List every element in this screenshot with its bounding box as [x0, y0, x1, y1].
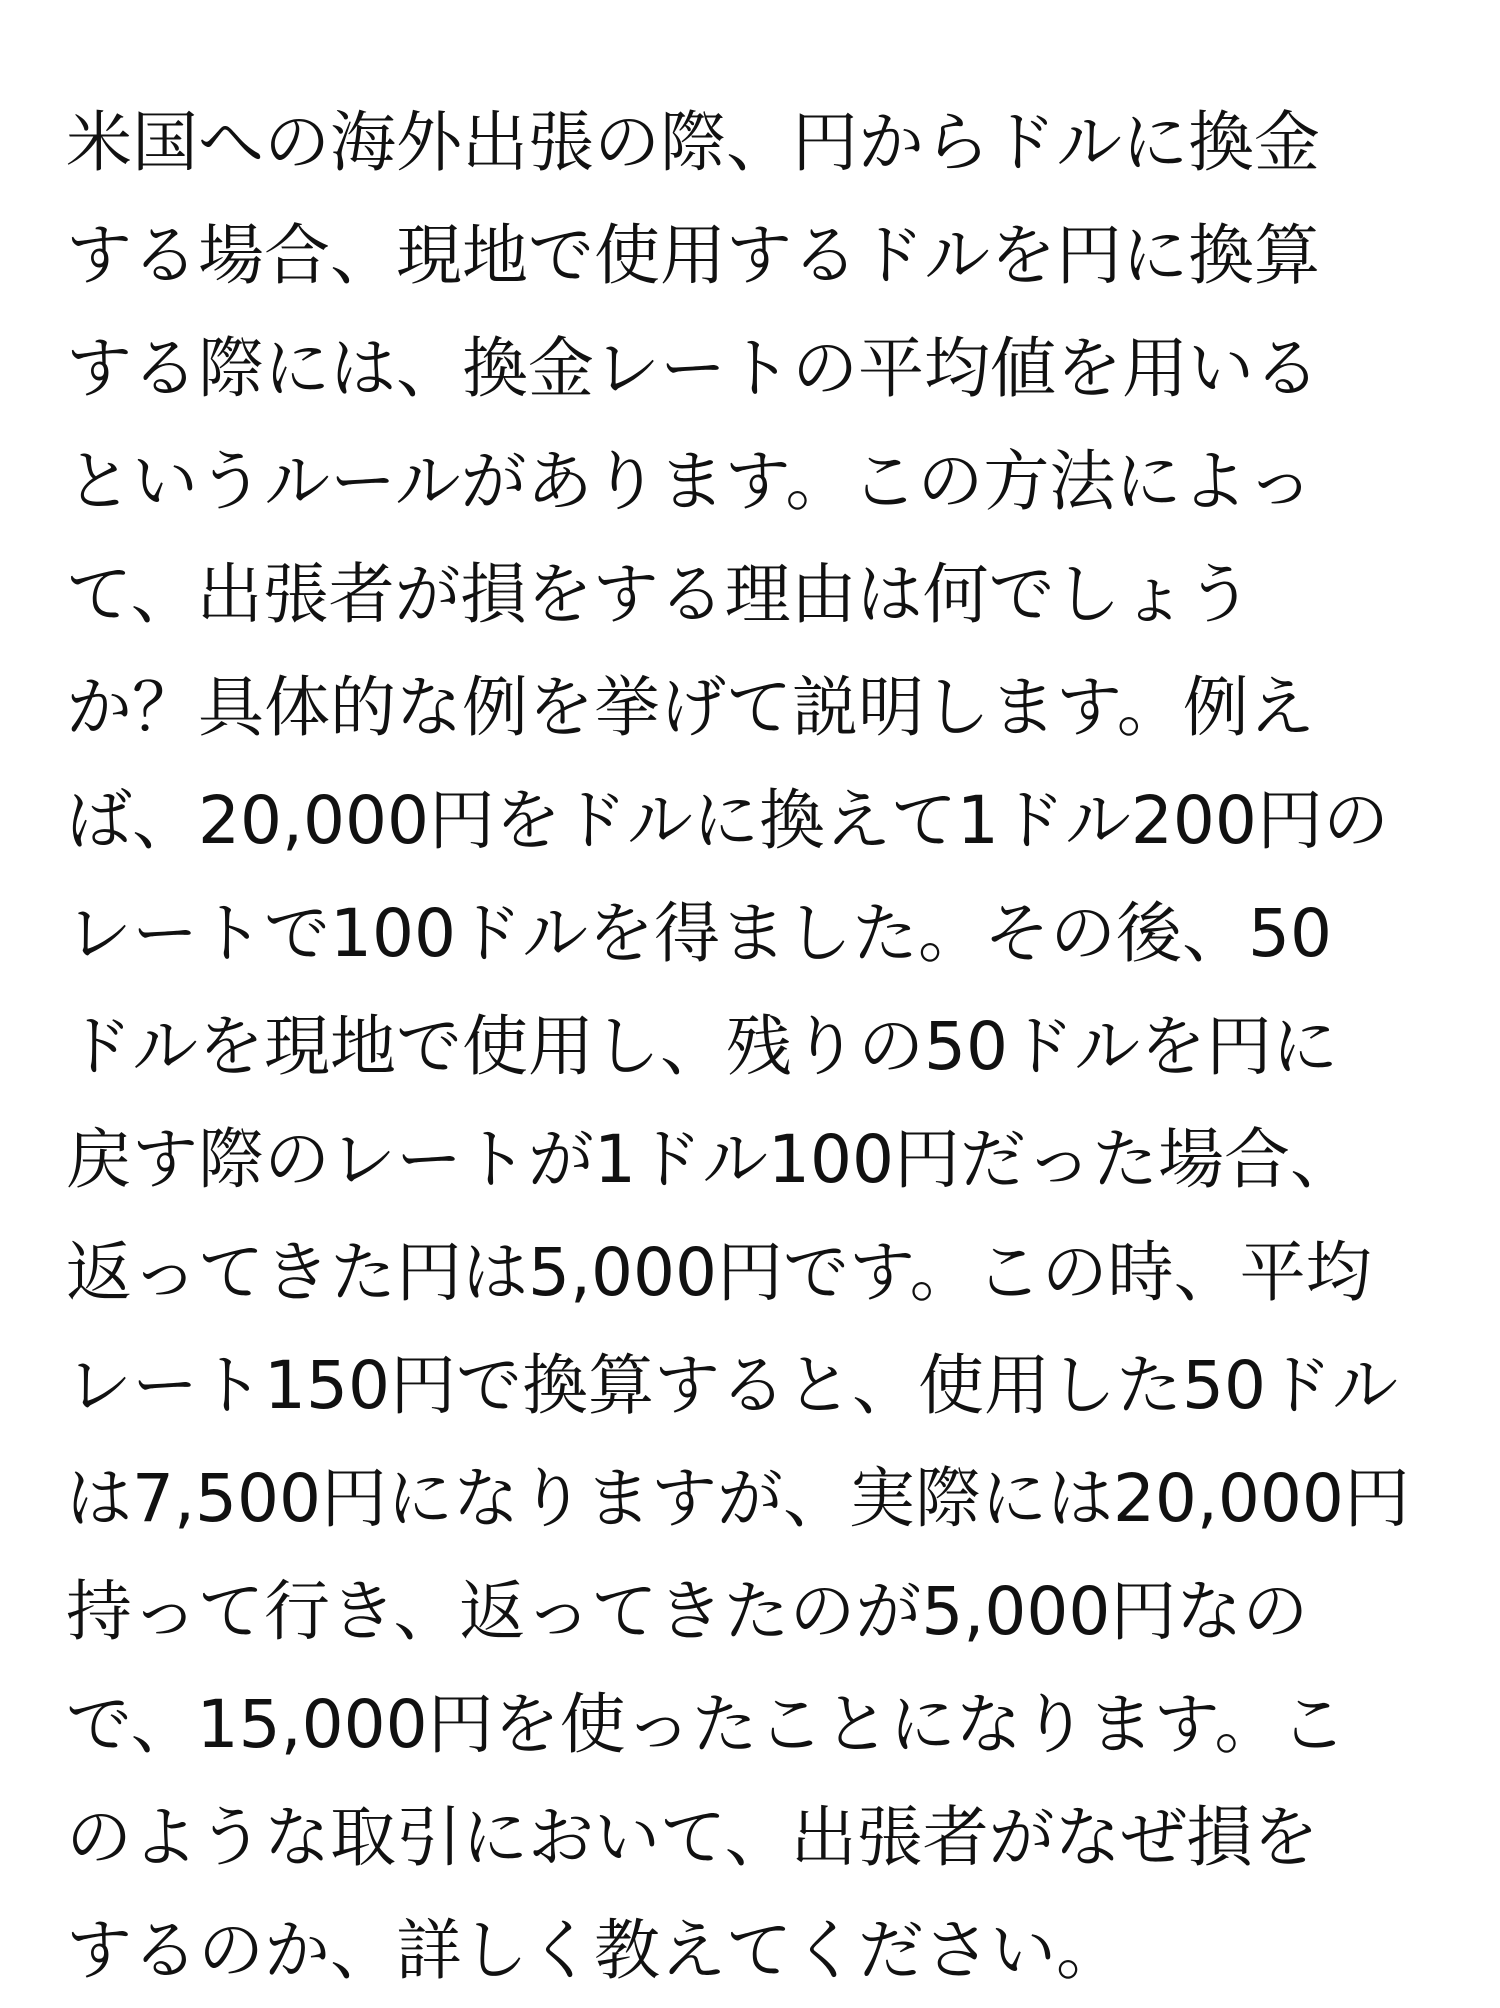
question-text: [66, 86, 1446, 2007]
question-line: 返ってきた円は5,000円です。この時、平均: [66, 1234, 1372, 1311]
question-line: 持って行き、返ってきたのが5,000円なの: [66, 1573, 1309, 1650]
question-line: するのか、詳しく教えてください。: [66, 1912, 1122, 1989]
question-line: 戻す際のレートが1ドル100円だった場合、: [66, 1121, 1356, 1198]
question-line: のような取引において、出張者がなぜ損を: [66, 1799, 1319, 1876]
question-line: する際には、換金レートの平均値を用いる: [66, 330, 1320, 407]
question-line: ドルを現地で使用し、残りの50ドルを円に: [66, 1008, 1338, 1085]
question-line: は7,500円になりますが、実際には20,000円: [66, 1460, 1410, 1537]
question-line: で、15,000円を使ったことになります。こ: [66, 1686, 1347, 1763]
question-line: ば、20,000円をドルに換えて1ドル200円の: [66, 782, 1389, 859]
question-line: て、出張者が損をする理由は何でしょう: [66, 556, 1253, 633]
question-line: というルールがあります。この方法によっ: [66, 443, 1314, 520]
question-line: 米国への海外出張の際、円からドルに換金: [66, 104, 1320, 181]
question-line: する場合、現地で使用するドルを円に換算: [66, 217, 1320, 294]
question-line: レート150円で換算すると、使用した50ドル: [66, 1347, 1398, 1424]
question-line: レートで100ドルを得ました。その後、50: [66, 895, 1332, 972]
question-line: か？具体的な例を挙げて説明します。例え: [66, 669, 1315, 746]
